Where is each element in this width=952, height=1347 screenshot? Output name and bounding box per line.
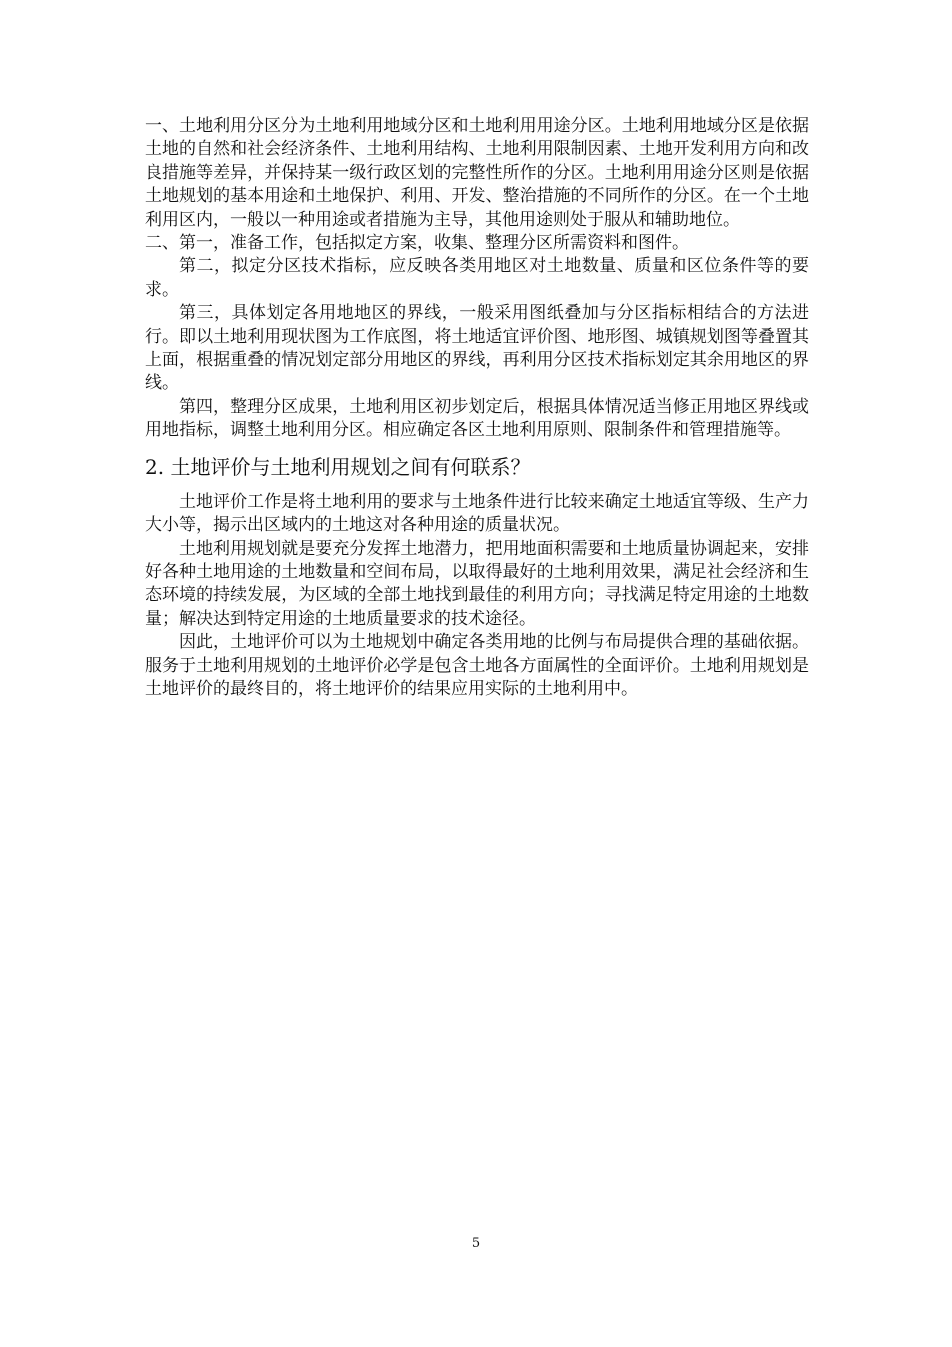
step-one-paragraph: 二、第一，准备工作，包括拟定方案，收集、整理分区所需资料和图件。	[145, 233, 689, 254]
conclusion-paragraph: 因此，土地评价可以为土地规划中确定各类用地的比例与布局提供合理的基础依据。服务于土地利用规划的土地评价必学是包含土地各方面属性的全面评价。土地利用规划是土地评价的最终目的，将土地评价的结果应用实际的土地利用中。	[145, 632, 809, 699]
land-use-planning-paragraph: 土地利用规划就是要充分发挥土地潜力，把用地面积需要和土地质量协调起来，安排好各种土地用途的土地数量和空间布局，以取得最好的土地利用效果，满足社会经济和生态环境的持续发展，为区域的全部土地找到最佳的利用方向；寻找满足特定用途的土地数量；解决达到特定用途的土地质量要求的技术途径。	[145, 538, 809, 629]
question-2-heading: 2. 土地评价与土地利用规划之间有何联系？	[145, 454, 531, 479]
page-number: 5	[471, 1236, 481, 1251]
page-content	[145, 115, 809, 701]
step-three-paragraph: 第三，具体划定各用地地区的界线，一般采用图纸叠加与分区指标相结合的方法进行。即以土地利用现状图为工作底图，将土地适宜评价图、地形图、城镇规划图等叠置其上面，根据重叠的情况划定部分用地区的界线，再利用分区技术指标划定其余用地区的界线。	[145, 303, 809, 394]
step-four-paragraph: 第四，整理分区成果，土地利用区初步划定后，根据具体情况适当修正用地区界线或用地指标，调整土地利用分区。相应确定各区土地利用原则、限制条件和管理措施等。	[145, 396, 809, 441]
step-two-paragraph: 第二，拟定分区技术指标，应反映各类用地区对土地数量、质量和区位条件等的要求。	[145, 256, 809, 300]
land-evaluation-paragraph: 土地评价工作是将土地利用的要求与土地条件进行比较来确定土地适宜等级、生产力大小等，揭示出区域内的土地这对各种用途的质量状况。	[145, 491, 809, 536]
zoning-definition-paragraph: 一、土地利用分区分为土地利用地域分区和土地利用用途分区。土地利用地域分区是依据土地的自然和社会经济条件、土地利用结构、土地利用限制因素、土地开发利用方向和改良措施等差异，并保持某一级行政区划的完整性所作的分区。土地利用用途分区则是依据土地规划的基本用途和土地保护、利用、开发、整治措施的不同所作的分区。在一个土地利用区内，一般以一种用途或者措施为主导，其他用途则处于服从和辅助地位。	[145, 116, 809, 230]
